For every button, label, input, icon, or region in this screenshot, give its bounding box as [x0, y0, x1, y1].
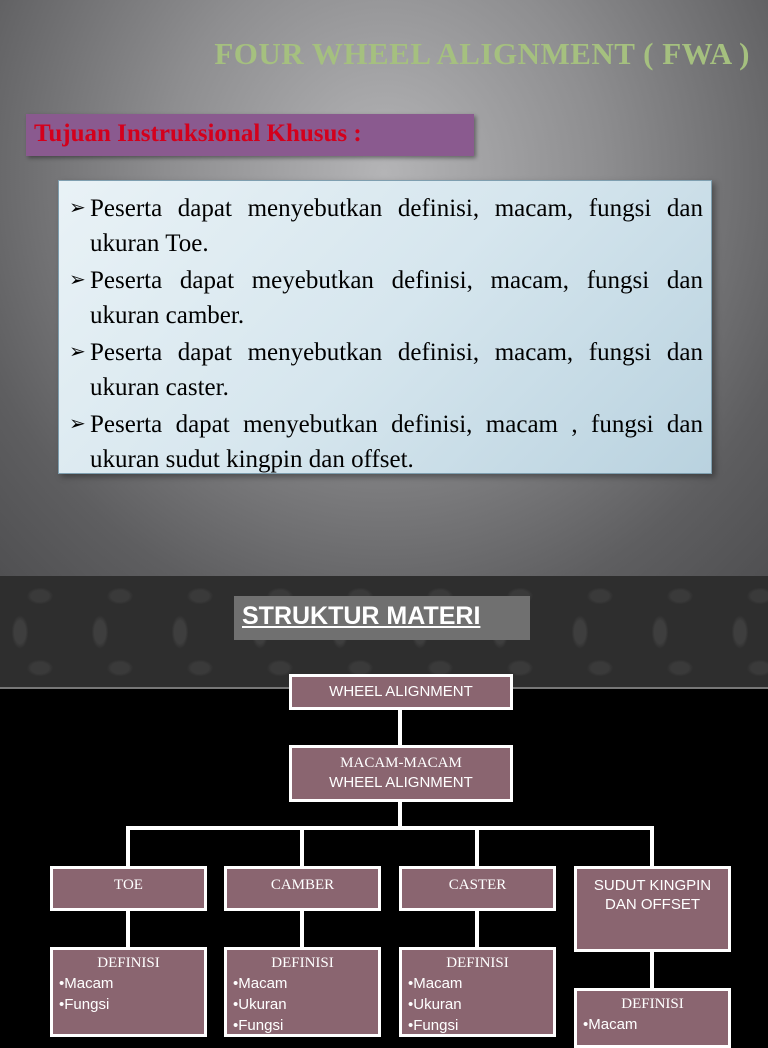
node-label-line1: SUDUT KINGPIN: [593, 877, 712, 894]
slide-structure: [0, 576, 768, 1034]
connector-toe: [126, 826, 130, 868]
subtitle-text: Tujuan Instruksional Khusus :: [34, 120, 362, 147]
detail-item: •Ukuran: [408, 996, 462, 1013]
node-macam-macam: [289, 745, 513, 802]
objective-text: Peserta dapat menyebutkan definisi, macam, fungsi dan ukuran Toe.: [90, 195, 703, 257]
node-label: TOE: [114, 877, 143, 893]
node-sudut-kingpin: [574, 866, 731, 952]
node-label-line2: DAN OFFSET: [604, 896, 700, 913]
arrow-bullet-icon: ➢: [69, 197, 86, 219]
detail-heading: DEFINISI: [271, 955, 334, 971]
connector-toe-detail: [126, 908, 130, 950]
arrow-bullet-icon: ➢: [69, 341, 86, 363]
detail-item: •Macam: [233, 975, 288, 992]
detail-toe: [50, 947, 207, 1037]
arrow-bullet-icon: ➢: [69, 269, 86, 291]
connector-level2-bus: [398, 800, 402, 828]
detail-heading: DEFINISI: [97, 955, 160, 971]
objectives-list: [59, 181, 711, 477]
structure-title-box: [234, 596, 530, 640]
structure-title: STRUKTUR MATERI: [242, 602, 481, 630]
subtitle-banner: [26, 114, 474, 156]
node-label: CASTER: [448, 877, 507, 893]
connector-kingpin: [650, 826, 654, 868]
objectives-box: [58, 180, 712, 474]
node-caster: [399, 866, 556, 911]
connector-camber: [300, 826, 304, 868]
detail-item: •Macam: [408, 975, 463, 992]
detail-item: •Ukuran: [233, 996, 287, 1013]
objective-text: Peserta dapat menyebutkan definisi, macam , fungsi dan ukuran sudut kingpin dan offset.: [90, 411, 703, 473]
detail-caster: [399, 947, 556, 1037]
objective-item: [69, 407, 703, 477]
node-label-line1: MACAM-MACAM: [340, 755, 462, 771]
detail-camber: [224, 947, 381, 1037]
detail-heading: DEFINISI: [446, 955, 509, 971]
detail-heading: DEFINISI: [621, 996, 684, 1012]
node-camber: [224, 866, 381, 911]
damask-banner: [0, 576, 768, 689]
objective-item: [69, 263, 703, 333]
connector-caster: [475, 826, 479, 868]
objective-item: [69, 335, 703, 405]
connector-root-level2: [398, 708, 402, 748]
detail-item: •Fungsi: [59, 996, 110, 1013]
objective-item: [69, 191, 703, 261]
node-toe: [50, 866, 207, 911]
connector-camber-detail: [300, 908, 304, 950]
slide-title: FOUR WHEEL ALIGNMENT ( FWA ): [214, 36, 750, 71]
connector-horizontal-bus: [126, 826, 654, 830]
objective-text: Peserta dapat meyebutkan definisi, macam, fungsi dan ukuran camber.: [90, 267, 703, 329]
node-wheel-alignment: [289, 674, 513, 710]
arrow-bullet-icon: ➢: [69, 413, 86, 435]
node-label: WHEEL ALIGNMENT: [329, 683, 473, 700]
detail-item: •Macam: [583, 1016, 638, 1033]
node-label: CAMBER: [270, 877, 335, 893]
connector-kingpin-detail: [650, 950, 654, 990]
detail-kingpin: [574, 988, 731, 1048]
node-label-line2: WHEEL ALIGNMENT: [329, 774, 473, 791]
connector-caster-detail: [475, 908, 479, 950]
detail-item: •Fungsi: [233, 1017, 284, 1034]
objective-text: Peserta dapat menyebutkan definisi, macam, fungsi dan ukuran caster.: [90, 339, 703, 401]
detail-item: •Macam: [59, 975, 114, 992]
detail-item: •Fungsi: [408, 1017, 459, 1034]
